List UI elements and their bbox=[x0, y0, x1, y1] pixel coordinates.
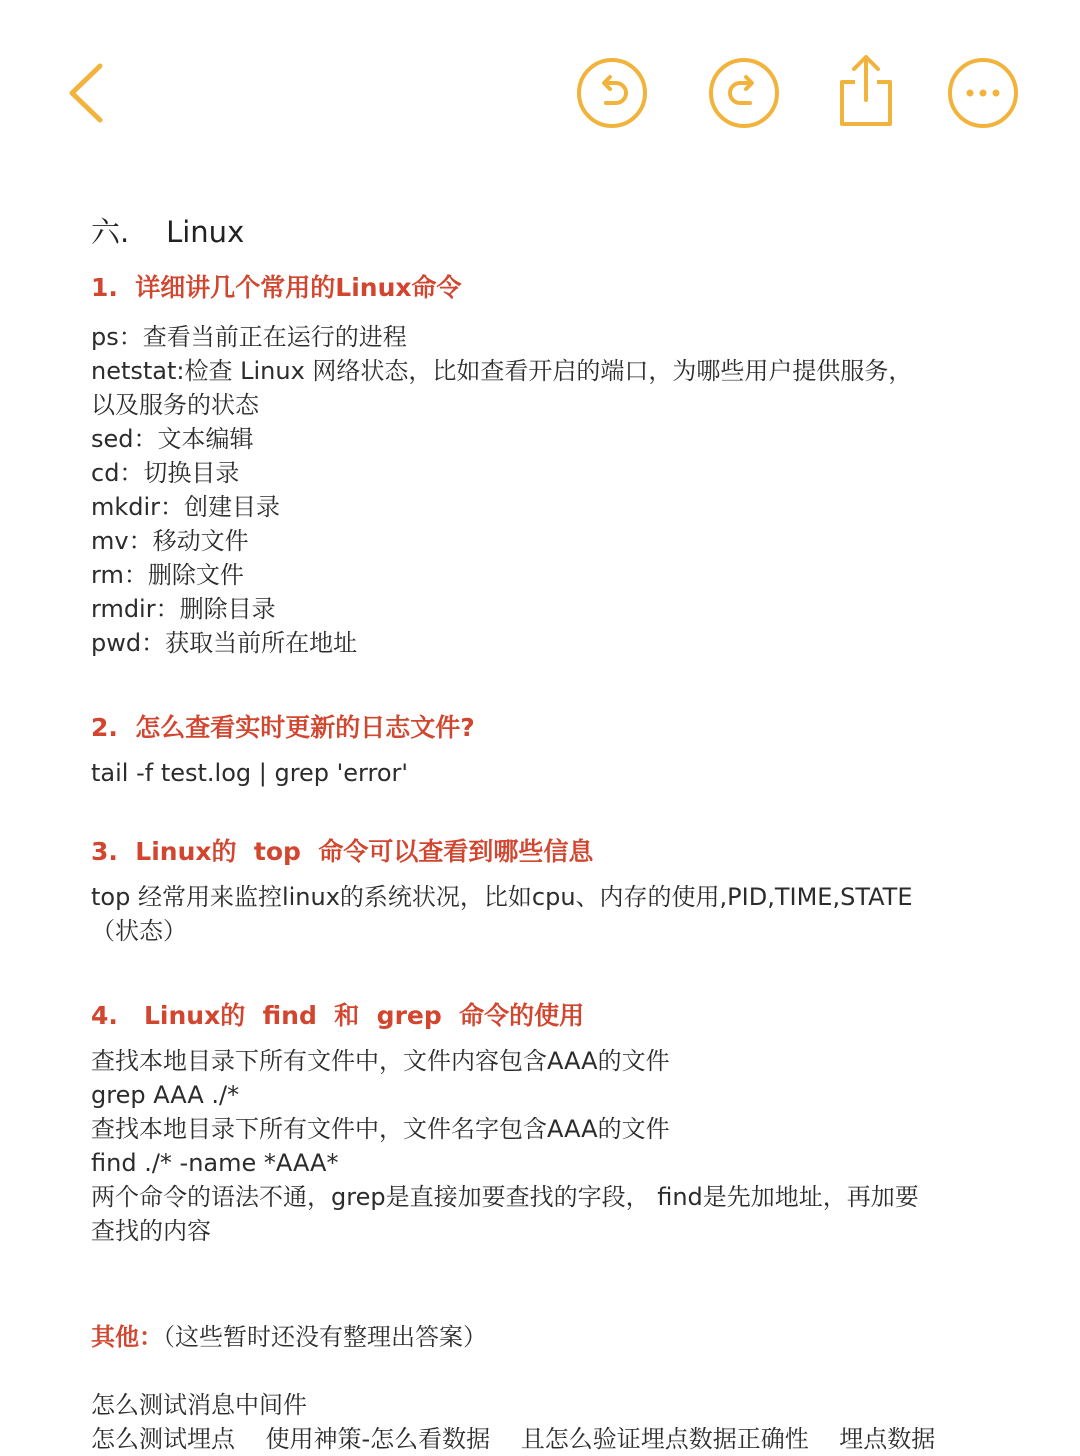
section-3 bbox=[91, 832, 1011, 948]
note-toolbar bbox=[0, 0, 1080, 170]
section-heading: 4. Linux的 find 和 grep 命令的使用 bbox=[91, 1001, 585, 1030]
chevron-left-icon bbox=[58, 58, 120, 128]
other-text: （这些暂时还没有整理出答案） bbox=[163, 1323, 487, 1351]
section-2 bbox=[91, 708, 1011, 790]
section-1 bbox=[91, 268, 1011, 660]
text-line: mv：移动文件 bbox=[91, 527, 249, 555]
note-title: 六. Linux bbox=[91, 215, 245, 249]
section-heading: 2. 怎么查看实时更新的日志文件? bbox=[91, 713, 475, 742]
text-line: pwd：获取当前所在地址 bbox=[91, 629, 358, 657]
note-body[interactable] bbox=[91, 208, 1011, 1456]
text-line: 以及服务的状态 bbox=[91, 391, 259, 419]
text-line: 查找本地目录下所有文件中，文件名字包含AAA的文件 bbox=[91, 1115, 670, 1143]
share-button[interactable] bbox=[832, 52, 900, 132]
text-line: rmdir：删除目录 bbox=[91, 595, 276, 623]
text-line: tail -f test.log | grep 'error' bbox=[91, 759, 408, 787]
text-line: 查找本地目录下所有文件中，文件内容包含AAA的文件 bbox=[91, 1047, 670, 1075]
section-heading: 3. Linux的 top 命令可以查看到哪些信息 bbox=[91, 837, 594, 866]
questions-list bbox=[91, 1388, 1011, 1456]
more-icon bbox=[946, 56, 1020, 130]
section-4 bbox=[91, 996, 1011, 1248]
question-line: 怎么测试埋点 使用神策-怎么看数据 且怎么验证埋点数据正确性 埋点数据 bbox=[91, 1425, 936, 1453]
text-line: （状态） bbox=[91, 917, 187, 945]
text-line: sed：文本编辑 bbox=[91, 425, 254, 453]
text-line: cd：切换目录 bbox=[91, 459, 240, 487]
text-line: grep AAA ./* bbox=[91, 1081, 240, 1109]
section-heading: 1. 详细讲几个常用的Linux命令 bbox=[91, 273, 462, 302]
other-section bbox=[91, 1320, 1011, 1354]
text-line: rm：删除文件 bbox=[91, 561, 244, 589]
undo-icon bbox=[575, 56, 649, 130]
redo-icon bbox=[707, 56, 781, 130]
more-button[interactable] bbox=[946, 56, 1020, 130]
other-label: 其他： bbox=[91, 1323, 163, 1351]
redo-button[interactable] bbox=[707, 56, 781, 130]
text-line: netstat:检查 Linux 网络状态，比如查看开启的端口，为哪些用户提供服务， bbox=[91, 357, 913, 385]
text-line: 查找的内容 bbox=[91, 1217, 211, 1245]
share-icon bbox=[832, 52, 900, 132]
text-line: find ./* -name *AAA* bbox=[91, 1149, 339, 1177]
undo-button[interactable] bbox=[575, 56, 649, 130]
text-line: ps：查看当前正在运行的进程 bbox=[91, 323, 407, 351]
text-line: mkdir：创建目录 bbox=[91, 493, 281, 521]
text-line: 两个命令的语法不通，grep是直接加要查找的字段， find是先加地址，再加要 bbox=[91, 1183, 919, 1211]
back-button[interactable] bbox=[58, 58, 120, 128]
text-line: top 经常用来监控linux的系统状况，比如cpu、内存的使用,PID,TIME,STATE bbox=[91, 883, 913, 911]
question-line: 怎么测试消息中间件 bbox=[91, 1391, 307, 1419]
